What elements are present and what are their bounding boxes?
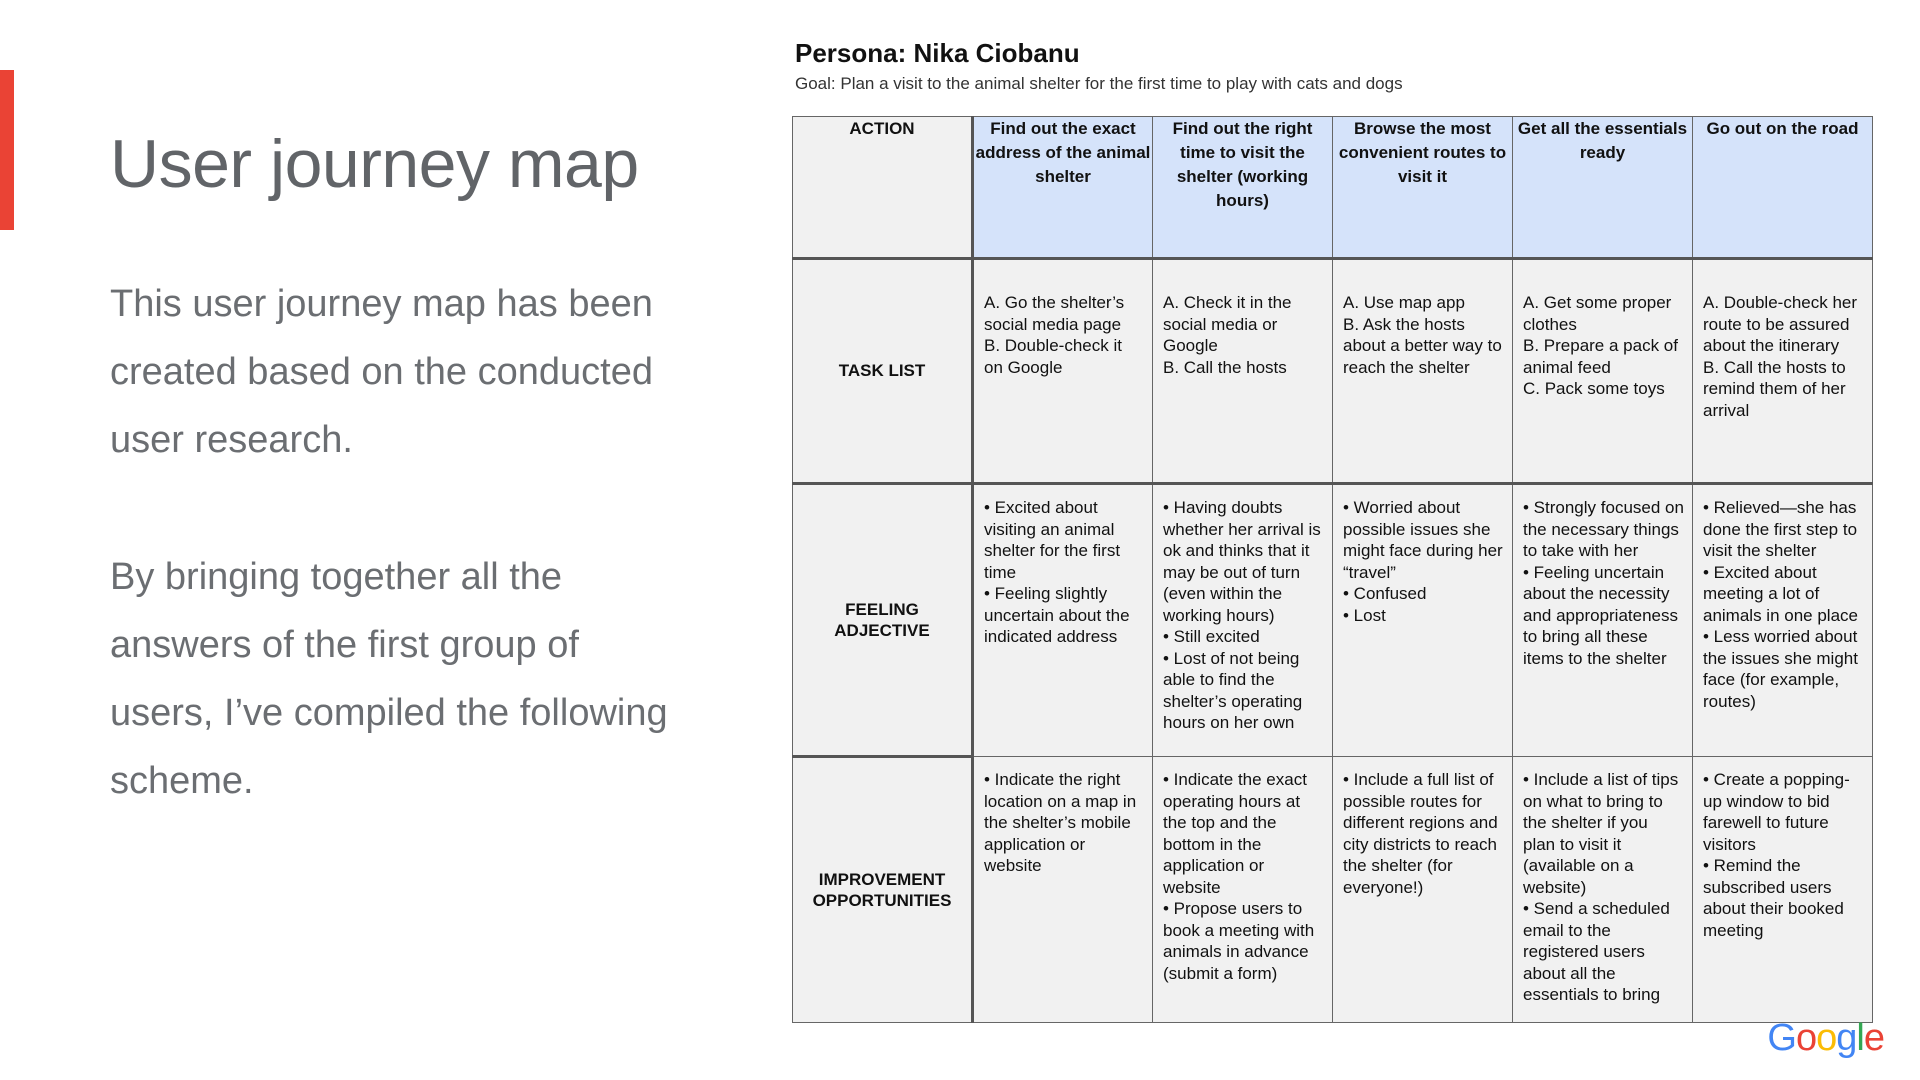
logo-letter: l — [1856, 1017, 1864, 1059]
improvement-cell — [1153, 757, 1333, 1023]
cell-line: A. Go the shelter’s social media page — [984, 293, 1125, 334]
improvement-cell — [1693, 757, 1873, 1023]
cell-line: B. Call the hosts — [1163, 357, 1287, 377]
cell-line: A. Use map app — [1343, 293, 1465, 312]
cell-line: • Remind the subscribed users about their booked meeting — [1703, 856, 1844, 940]
cell-line: • Include a full list of possible routes for different regions and city districts to reach the shelter (for everyone!) — [1343, 770, 1498, 897]
logo-letter: G — [1767, 1017, 1796, 1059]
feeling-cell — [1153, 484, 1333, 757]
intro-paragraph: This user journey map has been created based on the conducted user research. — [110, 283, 653, 461]
logo-letter: e — [1863, 1017, 1884, 1059]
cell-line: B. Prepare a pack of animal feed — [1523, 336, 1678, 377]
cell-line: B. Ask the hosts about a better way to reach the shelter — [1343, 314, 1502, 377]
cell-line: B. Double-check it on Google — [984, 336, 1122, 377]
cell-line: • Less worried about the issues she might face (for example, routes) — [1703, 627, 1858, 711]
cell-line: • Worried about possible issues she might face during her “travel” — [1343, 498, 1503, 582]
improvement-cell — [973, 757, 1153, 1023]
task-cell — [1693, 259, 1873, 484]
journey-map-table — [792, 116, 1873, 1023]
summary-paragraph: By bringing together all the answers of the first group of users, I’ve compiled the following scheme. — [110, 556, 668, 802]
persona-name: Persona: Nika Ciobanu — [795, 38, 1080, 68]
action-header: Find out the exact address of the animal shelter — [973, 117, 1153, 259]
feeling-cell — [973, 484, 1153, 757]
feeling-row — [793, 484, 1873, 757]
cell-line: • Send a scheduled email to the registered users about all the essentials to bring — [1523, 899, 1670, 1004]
logo-letter: o — [1795, 1017, 1817, 1059]
cell-line: • Include a list of tips on what to bring to the shelter if you plan to visit it (available on a website) — [1523, 770, 1679, 897]
cell-line: • Relieved—she has done the first step to visit the shelter — [1703, 498, 1858, 560]
action-header: Go out on the road — [1693, 117, 1873, 259]
cell-line: • Lost of not being able to find the shelter’s operating hours on her own — [1163, 648, 1303, 732]
cell-line: A. Check it in the social media or Google — [1163, 293, 1292, 355]
task-cell — [1513, 259, 1693, 484]
row-label-feeling: FEELING ADJECTIVE — [793, 484, 973, 757]
improvement-cell — [1513, 757, 1693, 1023]
task-cell — [973, 259, 1153, 484]
cell-line: A. Double-check her route to be assured about the itinerary — [1703, 293, 1858, 355]
cell-line: • Excited about meeting a lot of animals in one place — [1703, 562, 1858, 625]
logo-letter: o — [1816, 1017, 1837, 1059]
persona-goal: Goal: Plan a visit to the animal shelter for the first time to play with cats and dogs — [795, 74, 1403, 93]
logo-letter: g — [1836, 1017, 1857, 1059]
feeling-cell — [1333, 484, 1513, 757]
cell-line: B. Call the hosts to remind them of her arrival — [1703, 357, 1846, 420]
cell-line: • Strongly focused on the necessary things to take with her — [1523, 498, 1684, 560]
slide-title: User journey map — [110, 126, 639, 202]
cell-line: • Excited about visiting an animal shelter for the first time — [984, 498, 1121, 582]
feeling-cell — [1693, 484, 1873, 757]
cell-line: • Lost — [1343, 605, 1386, 625]
action-header: Get all the essentials ready — [1513, 117, 1693, 259]
cell-line: • Propose users to book a meeting with animals in advance (submit a form) — [1163, 899, 1315, 983]
improvement-cell — [1333, 757, 1513, 1023]
cell-line: • Indicate the right location on a map in the shelter’s mobile application or website — [984, 770, 1137, 875]
cell-line: • Feeling uncertain about the necessity and appropriateness to bring all these items to the shelter — [1523, 562, 1679, 668]
red-accent-bar — [0, 70, 14, 230]
cell-line: • Feeling slightly uncertain about the indicated address — [984, 584, 1130, 646]
cell-line: A. Get some proper clothes — [1523, 293, 1672, 334]
cell-line: • Having doubts whether her arrival is ok and thinks that it may be out of turn (even within the working hours) — [1163, 498, 1321, 625]
action-row — [793, 117, 1873, 259]
improvement-row — [793, 757, 1873, 1023]
task-list-row — [793, 259, 1873, 484]
cell-line: • Confused — [1343, 584, 1427, 603]
row-label-task-list: TASK LIST — [793, 259, 973, 484]
cell-line: • Still excited — [1163, 627, 1260, 646]
row-label-action: ACTION — [793, 117, 973, 259]
task-cell — [1153, 259, 1333, 484]
google-logo — [1767, 1017, 1884, 1060]
cell-line: • Create a popping-up window to bid farewell to future visitors — [1703, 770, 1850, 854]
row-label-improvement: IMPROVEMENT OPPORTUNITIES — [793, 757, 973, 1023]
task-cell — [1333, 259, 1513, 484]
feeling-cell — [1513, 484, 1693, 757]
action-header: Browse the most convenient routes to visit it — [1333, 117, 1513, 259]
cell-line: C. Pack some toys — [1523, 379, 1665, 398]
action-header: Find out the right time to visit the shelter (working hours) — [1153, 117, 1333, 259]
cell-line: • Indicate the exact operating hours at the top and the bottom in the application or website — [1163, 770, 1307, 897]
